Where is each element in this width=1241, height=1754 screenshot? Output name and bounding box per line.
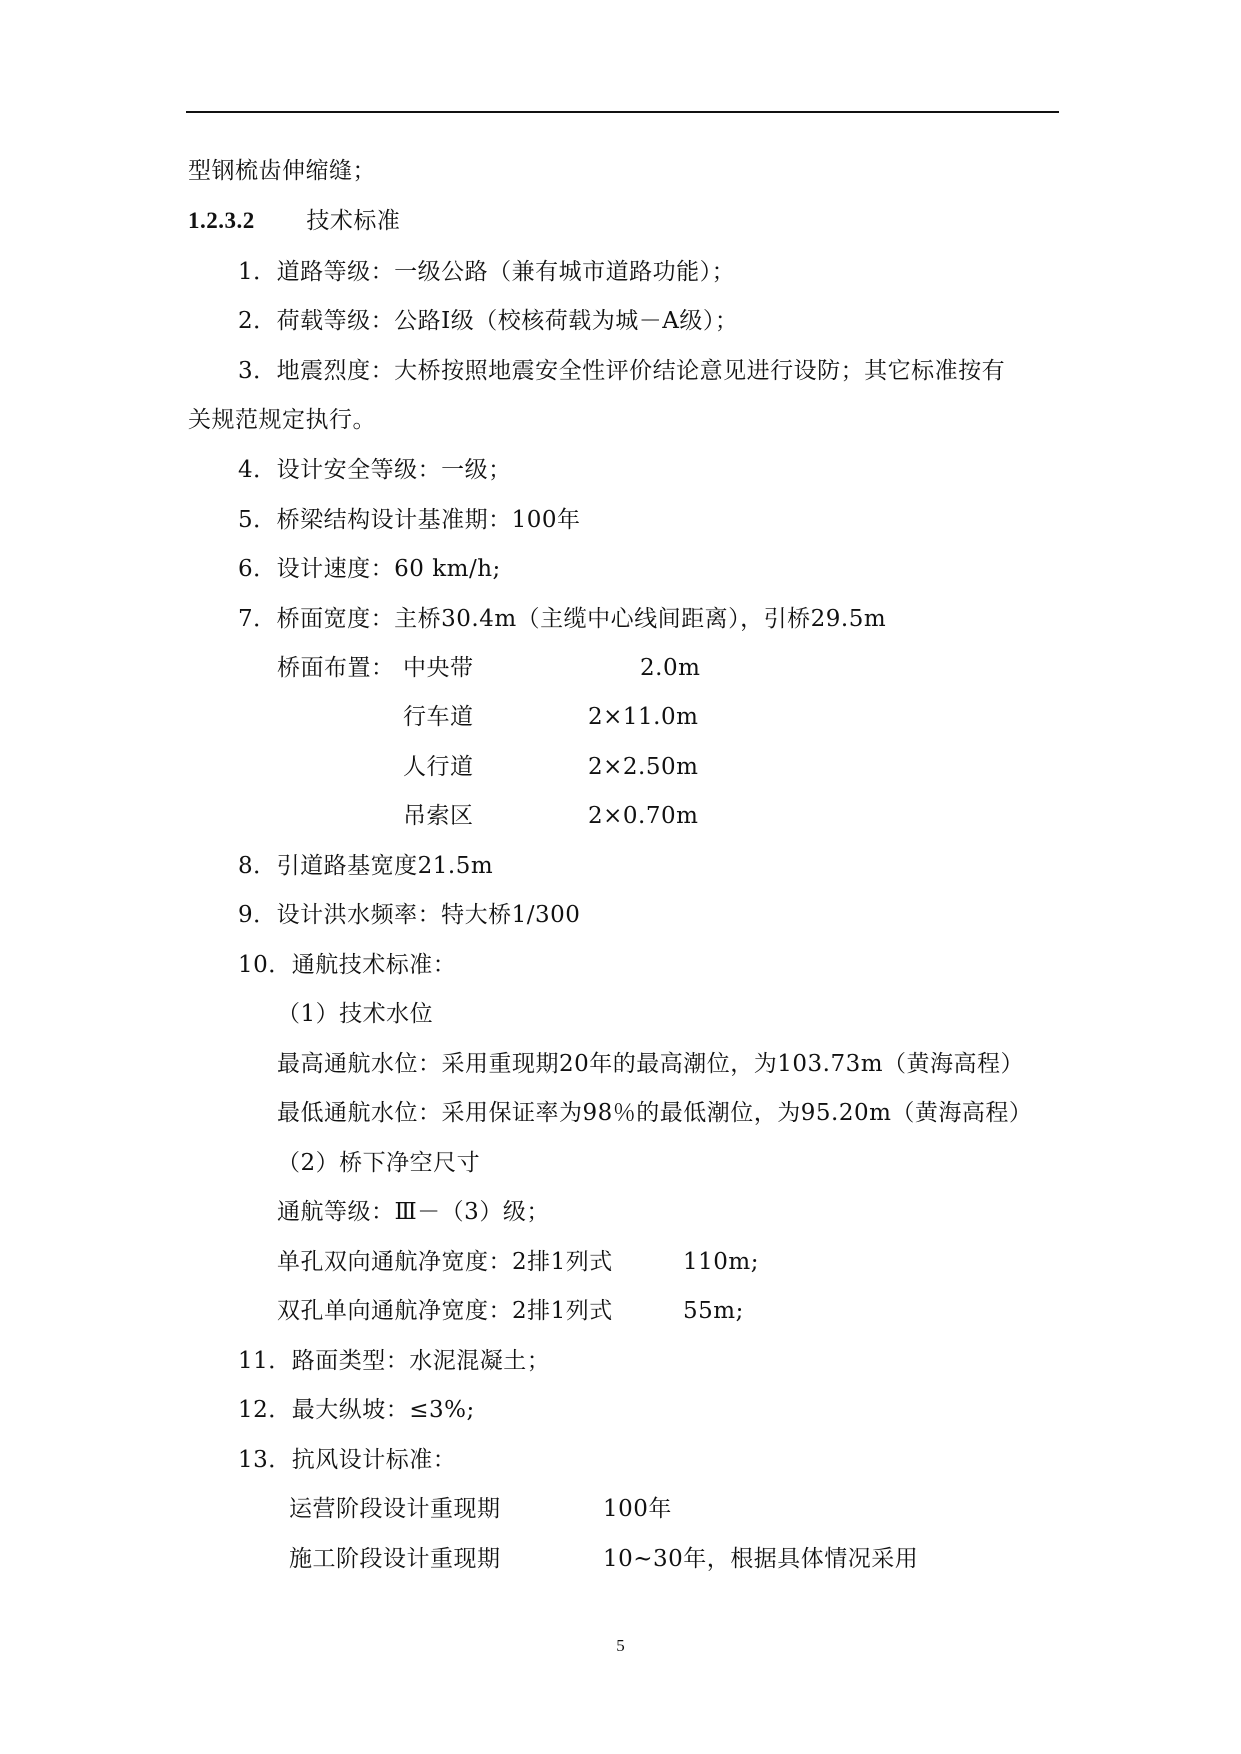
deck-row-name: 中央带 <box>403 655 474 681</box>
continuation-text: 型钢梳齿伸缩缝； <box>188 158 376 184</box>
deck-row-value: 2×2.50m <box>588 754 699 780</box>
item-3-line-2: 关规范规定执行。 <box>188 407 376 433</box>
wind-row-value: 100年 <box>603 1496 672 1522</box>
header-rule <box>186 111 1059 113</box>
item-12: 12．最大纵坡：≤3%; <box>238 1397 475 1423</box>
item-1: 1．道路等级：一级公路（兼有城市道路功能）； <box>238 259 736 285</box>
item-2: 2．荷载等级：公路Ⅰ级（校核荷载为城－A级）； <box>238 308 739 334</box>
nav-single-hole-value: 110m; <box>683 1249 759 1275</box>
item-11: 11．路面类型：水泥混凝土； <box>238 1348 551 1374</box>
section-title: 技术标准 <box>306 208 401 234</box>
nav-double-hole-label: 双孔单向通航净宽度：2排1列式 <box>277 1298 613 1324</box>
item-13: 13．抗风设计标准： <box>238 1447 457 1473</box>
nav-highest-water-level: 最高通航水位：采用重现期20年的最高潮位，为103.73m（黄海高程） <box>277 1051 1025 1077</box>
page-number: 5 <box>616 1636 625 1655</box>
item-8: 8．引道路基宽度21.5m <box>238 853 494 879</box>
nav-double-hole-value: 55m; <box>683 1298 744 1324</box>
deck-row-value: 2×11.0m <box>588 704 699 730</box>
deck-row-name: 行车道 <box>403 704 474 730</box>
deck-row-name: 人行道 <box>403 754 474 780</box>
wind-row-name: 施工阶段设计重现期 <box>289 1546 501 1572</box>
nav-subheading-2: （2）桥下净空尺寸 <box>277 1150 481 1176</box>
item-3-line-1: 3．地震烈度：大桥按照地震安全性评价结论意见进行设防；其它标准按有 <box>238 358 1006 384</box>
wind-row-name: 运营阶段设计重现期 <box>289 1496 501 1522</box>
deck-row-value: 2.0m <box>640 655 701 681</box>
item-10: 10．通航技术标准： <box>238 952 457 978</box>
deck-layout-label: 桥面布置： <box>277 655 395 681</box>
nav-lowest-water-level: 最低通航水位：采用保证率为98％的最低潮位，为95.20m（黄海高程） <box>277 1100 1033 1126</box>
deck-row-value: 2×0.70m <box>588 803 699 829</box>
section-heading <box>188 206 400 236</box>
item-5: 5．桥梁结构设计基准期：100年 <box>238 507 581 533</box>
nav-grade: 通航等级：Ⅲ－（3）级； <box>277 1199 550 1225</box>
wind-row-value: 10~30年，根据具体情况采用 <box>603 1546 919 1572</box>
item-4: 4．设计安全等级：一级； <box>238 457 512 483</box>
nav-subheading-1: （1）技术水位 <box>277 1001 434 1027</box>
nav-single-hole-label: 单孔双向通航净宽度：2排1列式 <box>277 1249 613 1275</box>
item-9: 9．设计洪水频率：特大桥1/300 <box>238 902 581 928</box>
deck-row-name: 吊索区 <box>403 803 474 829</box>
item-7: 7．桥面宽度：主桥30.4m（主缆中心线间距离），引桥29.5m <box>238 606 887 632</box>
section-number: 1.2.3.2 <box>188 208 255 233</box>
item-6: 6．设计速度：60 km/h; <box>238 556 501 582</box>
